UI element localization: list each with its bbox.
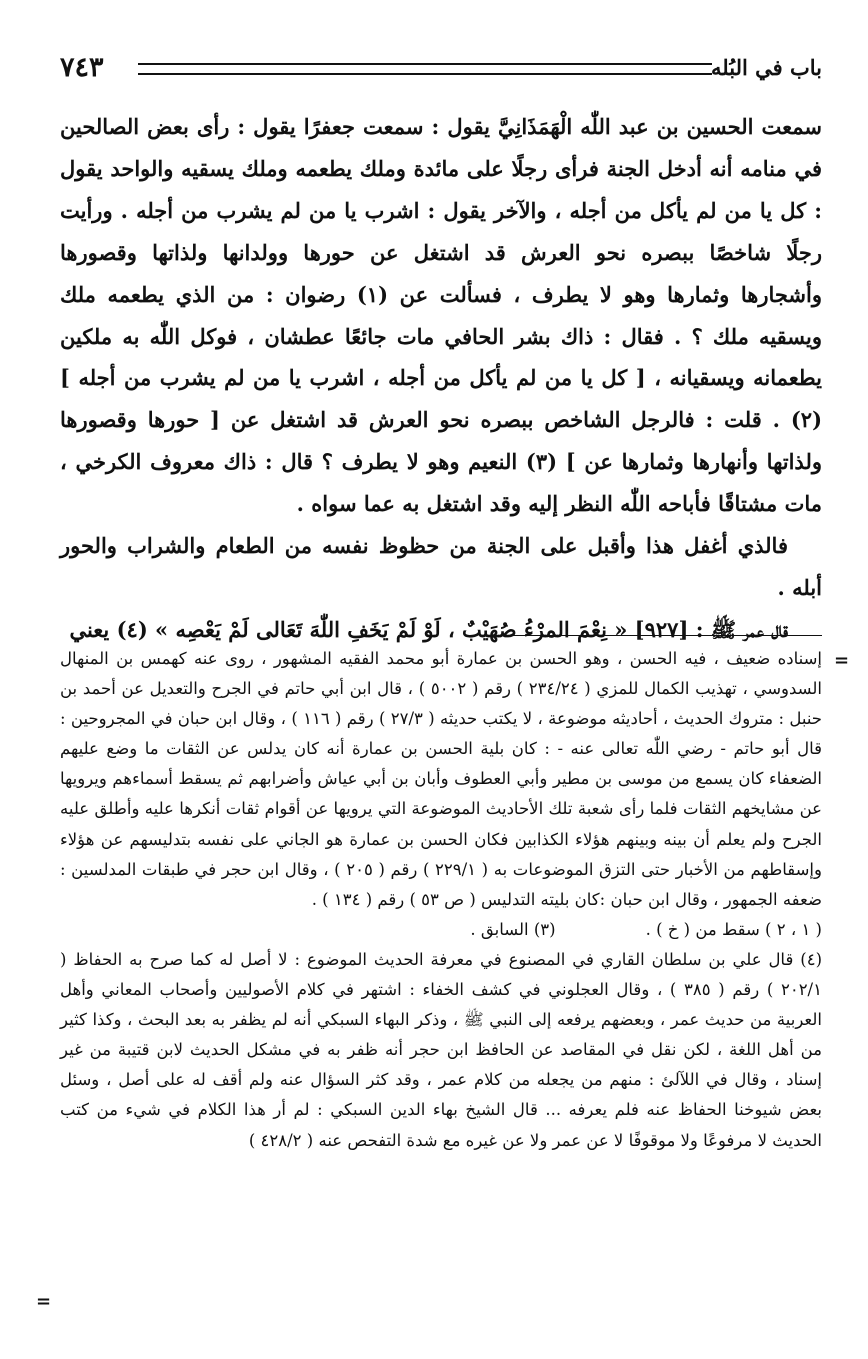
footnote-4: (٤) قال علي بن سلطان القاري في المصنوع في معرفة الحديث الموضوع : لا أصل له كما صرح به الحفاظ ( ٢٠٢/١ ) رقم ( ٣٨٥ ) ، وقال العجلوني في كشف الخفاء : اشتهر في كلام الأصوليين وأصحاب المعاني وأهل العربية من حديث عمر ، وبعضهم يرفعه إلى النبي ﷺ ، وذكر البهاء السبكي أنه لم يظفر به بعد البحث ، وكذا كثير من أهل اللغة ، لكن نقل في المقاصد عن الحافظ ابن حجر أنه ظفر به في مشكل الحديث لابن قتيبة من غير إسناد ، وقال في اللآلئ : منهم من يجعله من كلام عمر ، وقد كثر السؤال عنه ولم أقف له على أصل ، وسئل بعض شيوخنا الحفاظ عنه فلم يعرفه ... قال الشيخ بهاء الدين السبكي : لم أر هذا الكلام في شيء من كتب الحديث لا مرفوعًا ولا موقوفًا لا عن عمر ولا عن غيره مع شدة التفحص عنه ( ٤٢٨/٢ ) (60, 949, 822, 1150)
footnote-separator (511, 635, 822, 636)
page-header (60, 48, 822, 88)
footnote-row-1-3 (60, 915, 822, 945)
continuation-mark-top: = (834, 650, 850, 671)
continuation-mark-bottom: = (36, 1291, 52, 1312)
main-text (60, 106, 822, 651)
page-number: ٧٤٣ (60, 52, 104, 83)
main-paragraph-2: فالذي أغفل هذا وأقبل على الجنة من حظوظ نفسه من الطعام والشراب والحور أبله . (60, 533, 822, 600)
footnote-1-2: ( ١ ، ٢ ) سقط من ( خ ) . (645, 919, 822, 939)
main-paragraph-3: قال عمر ﷺ : [٩٢٧] « نِعْمَ المرْءُ صُهَيْبٌ ، لَوْ لَمْ يَخَفِ اللّٰهَ تَعَالى لَمْ يَعْصِه » (٤) يعني (69, 616, 788, 642)
footnote-continued: إسناده ضعيف ، فيه الحسن ، وهو الحسن بن عمارة أبو محمد الفقيه المشهور ، روى عنه كهمس بن المنهال السدوسي ، تهذيب الكمال للمزي ( ٢٣٤/٢٤ ) رقم ( ٥٠٠٢ ) ، قال ابن أبي حاتم في الجرح والتعديل عن أحمد بن حنبل : متروك الحديث ، أحاديثه موضوعة ، لا يكتب حديثه ( ٢٧/٣ ) رقم ( ١١٦ ) ، وقال ابن حبان في المجروحين : قال أبو حاتم - رضي اللّٰه تعالى عنه - : كان بلية الحسن بن عمارة أنه كان يدلس عن الثقات ما وضع عليهم الضعفاء كان يسمع من موسى بن مطير وأبي العطوف وأبان بن أبي عياش وأضرابهم ثم يسقط أسماءهم ويرويها عن مشايخهم الثقات فلما رأى شعبة تلك الأحاديث الموضوعة التي يرويها عن أقوام ثقات أنكرها عليه وأطلق عليه الجرح ولم يعلم أن بينه وبينهم هؤلاء الكذابين فكان الحسن بن عمارة هو الجاني على نفسه بتدليسهم عن هؤلاء وإسقاطهم من الأخبار حتى التزق الموضوعات به ( ٢٢٩/١ ) رقم ( ٢٠٥ ) ، وقال ابن حجر في طبقات المدلسين : ضعفه الجمهور ، وقال ابن حبان :كان بليته التدليس ( ص ٥٣ ) رقم ( ١٣٤ ) . (60, 649, 823, 909)
footnotes (60, 644, 822, 1156)
footnote-3: (٣) السابق . (470, 919, 556, 939)
header-double-rule (138, 63, 712, 75)
chapter-title: باب في البُله (711, 55, 822, 80)
main-paragraph-1: سمعت الحسين بن عبد اللّٰه الْهَمَذَانِيَّ يقول : سمعت جعفرًا يقول : رأى بعض الصالحين في منامه أنه أدخل الجنة فرأى رجلًا على مائدة وملك يطعمه وملك يسقيه والواحد يقول : كل يا من لم يأكل من أجله ، والآخر يقول : اشرب يا من لم يشرب من أجله . ورأيت رجلًا شاخصًا ببصره نحو العرش قد اشتغل عن حورها وولدانها ولذاتها وقصورها وأشجارها وثمارها وهو لا يطرف ، فسألت عن (١) رضوان : من الذي يطعمه ملك ويسقيه ملك ؟ . فقال : ذاك بشر الحافي مات جائعًا عطشان ، فوكل اللّٰه به ملكين يطعمانه ويسقيانه ، [ كل يا من لم يأكل من أجله ، اشرب يا من لم يشرب من أجله ] (٢) . قلت : فالرجل الشاخص ببصره نحو العرش قد اشتغل عن [ حورها وقصورها ولذاتها وأنهارها وثمارها عن ] (٣) النعيم وهو لا يطرف ؟ قال : ذاك معروف الكرخي ، مات مشتاقًا فأباحه اللّٰه النظر إليه وقد اشتغل به عما سواه . (60, 114, 823, 517)
